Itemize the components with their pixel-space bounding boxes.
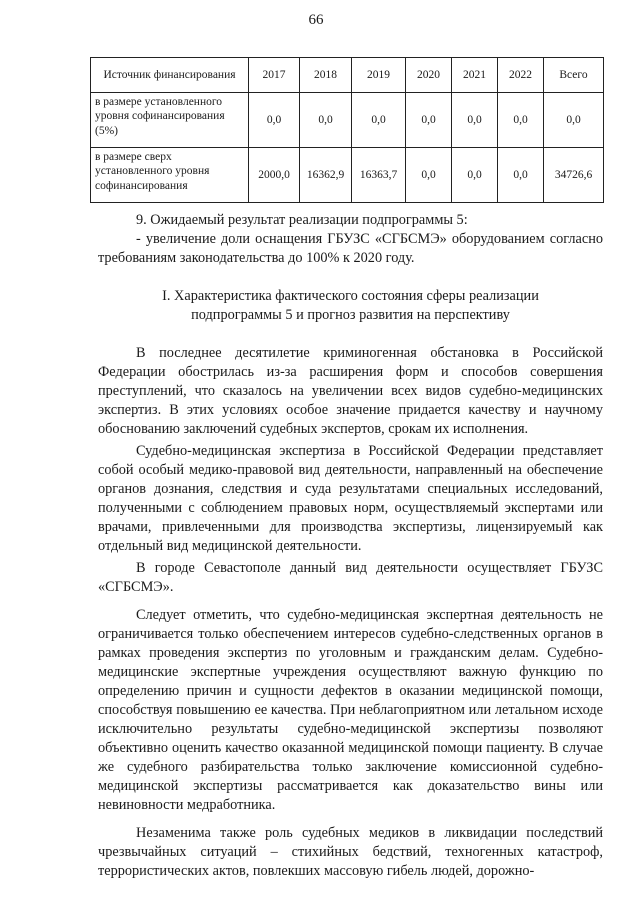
table-cell: 0,0	[452, 148, 498, 203]
table-header-cell: 2020	[406, 58, 452, 93]
table-cell: 0,0	[406, 148, 452, 203]
table-cell: 0,0	[300, 93, 352, 148]
table-header-cell: 2018	[300, 58, 352, 93]
table-row	[91, 93, 604, 148]
result-item: - увеличение доли оснащения ГБУЗС «СГБСМЭ» оборудованием согласно требованиям законодательства до 100% к 2020 году.	[98, 231, 603, 266]
paragraph: Незаменима также роль судебных медиков в ликвидации последствий чрезвычайных ситуаций – стихийных бедствий, техногенных катастроф, террористических актов, повлекших массовую гибель людей, дорожно-	[98, 825, 603, 879]
table-header-cell: 2017	[249, 58, 300, 93]
table-header-cell: 2019	[352, 58, 406, 93]
paragraph: В городе Севастополе данный вид деятельности осуществляет ГБУЗС «СГБСМЭ».	[98, 560, 603, 595]
table-row-label: в размере установленного уровня софинансирования (5%)	[91, 93, 249, 148]
paragraph: Судебно-медицинская экспертиза в Российской Федерации представляет собой особый медико-правовой вид деятельности, направленный на обеспечение органов дознания, следствия и суда результатами специальных исследований, полученными с соблюдением правовых норм, осуществляемый экспертами или врачами, привлеченными для производства экспертизы, лицензируемый как отдельный вид медицинской деятельности.	[98, 443, 603, 554]
table-cell: 2000,0	[249, 148, 300, 203]
table-cell: 0,0	[406, 93, 452, 148]
table-cell: 16362,9	[300, 148, 352, 203]
table-cell: 0,0	[498, 148, 544, 203]
table-header-cell: Источник финансирования	[91, 58, 249, 93]
table-cell: 0,0	[498, 93, 544, 148]
table-cell: 34726,6	[544, 148, 604, 203]
funding-table	[90, 57, 604, 203]
document-body	[98, 211, 603, 881]
table-cell: 0,0	[352, 93, 406, 148]
table-header-cell: 2022	[498, 58, 544, 93]
table-row-label: в размере сверх установленного уровня софинансирования	[91, 148, 249, 203]
paragraph: В последнее десятилетие криминогенная обстановка в Российской Федерации обострилась из-за расширения форм и способов совершения преступлений, что сказалось на увеличении всех видов судебно-медицинских экспертиз. В этих условиях особое значение придается качеству и научному обоснованию заключений судебных экспертов, срокам их исполнения.	[98, 345, 603, 437]
section-heading-line1: I. Характеристика фактического состояния сферы реализации	[162, 288, 539, 304]
section-heading-line2: подпрограммы 5 и прогноз развития на перспективу	[191, 307, 510, 323]
table-cell: 0,0	[249, 93, 300, 148]
table-header-cell: 2021	[452, 58, 498, 93]
table-cell: 0,0	[544, 93, 604, 148]
section-heading	[98, 287, 603, 325]
table-cell: 0,0	[452, 93, 498, 148]
table-header-row	[91, 58, 604, 93]
table-header-cell: Всего	[544, 58, 604, 93]
result-heading: 9. Ожидаемый результат реализации подпрограммы 5:	[136, 212, 468, 228]
table-cell: 16363,7	[352, 148, 406, 203]
page-number: 66	[308, 12, 324, 28]
table-row	[91, 148, 604, 203]
paragraph: Следует отметить, что судебно-медицинская экспертная деятельность не ограничивается только обеспечением интересов судебно-следственных органов в рамках проведения экспертиз по уголовным и гражданским делам. Судебно-медицинские экспертные учреждения осуществляют важную функцию по определению причин и сущности дефектов в оказании медицинской помощи, способствуя повышению ее качества. При неблагоприятном или летальном исходе исключительно результаты судебно-медицинской экспертизы позволяют объективно оценить качество оказанной медицинской помощи пациенту. В случае же судебного разбирательства только заключение комиссионной судебно-медицинской экспертизы рассматривается как доказательство вины или невиновности медработника.	[98, 607, 603, 813]
